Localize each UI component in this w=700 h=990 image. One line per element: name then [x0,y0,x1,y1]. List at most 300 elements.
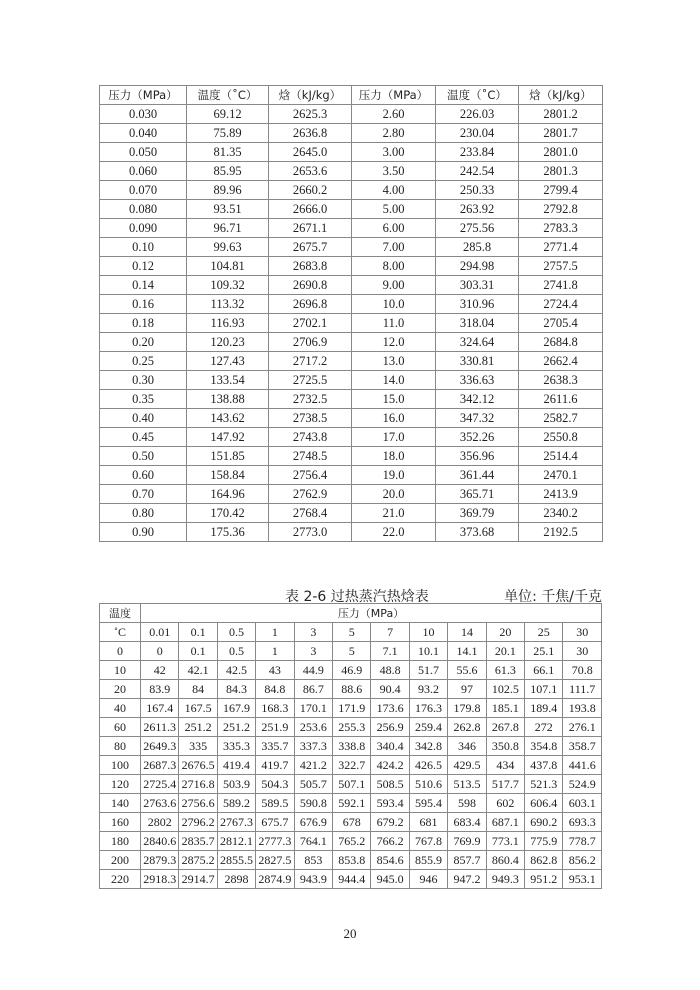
enthalpy-cell: 346 [448,737,486,756]
enthalpy-cell: 595.4 [409,794,447,813]
table-cell: 0.70 [100,485,187,504]
table-cell: 120.23 [187,333,269,352]
enthalpy-cell: 84.8 [256,680,294,699]
enthalpy-cell: 687.1 [486,813,524,832]
table-cell: 336.63 [436,371,519,390]
table-row [100,661,602,680]
column-header: 温度（˚C） [187,86,269,105]
table-cell: 2638.3 [519,371,603,390]
table-row [100,200,603,219]
column-header: 焓（kJ/kg） [519,86,603,105]
pressure-value: 1 [256,623,294,642]
table-cell: 2625.3 [269,105,352,124]
pressure-value: 30 [563,623,602,642]
enthalpy-cell: 860.4 [486,851,524,870]
table-cell: 2717.2 [269,352,352,371]
table-cell: 2636.8 [269,124,352,143]
table-cell: 2771.4 [519,238,603,257]
table-cell: 0.050 [100,143,187,162]
pressure-value: 5 [333,623,371,642]
table-cell: 2801.2 [519,105,603,124]
table-cell: 2706.9 [269,333,352,352]
table-row [100,466,603,485]
enthalpy-cell: 193.8 [563,699,602,718]
table-cell: 12.0 [352,333,436,352]
table-row [100,504,603,523]
table-cell: 2611.6 [519,390,603,409]
table-cell: 2470.1 [519,466,603,485]
enthalpy-cell: 48.8 [371,661,409,680]
enthalpy-cell: 20.1 [486,642,524,661]
enthalpy-cell: 276.1 [563,718,602,737]
table-row [100,314,603,333]
table-cell: 347.32 [436,409,519,428]
enthalpy-cell: 2898 [217,870,255,889]
table-cell: 15.0 [352,390,436,409]
table-cell: 2725.5 [269,371,352,390]
enthalpy-cell: 83.9 [141,680,179,699]
enthalpy-cell: 2763.6 [141,794,179,813]
enthalpy-cell: 513.5 [448,775,486,794]
table-cell: 2773.0 [269,523,352,542]
temperature-unit: ˚C [100,623,141,642]
table-cell: 0.030 [100,105,187,124]
enthalpy-cell: 676.9 [294,813,332,832]
enthalpy-cell: 598 [448,794,486,813]
enthalpy-cell: 951.2 [525,870,563,889]
pressure-value: 0.01 [141,623,179,642]
enthalpy-cell: 778.7 [563,832,602,851]
table-cell: 3.00 [352,143,436,162]
enthalpy-cell: 589.2 [217,794,255,813]
enthalpy-cell: 857.7 [448,851,486,870]
enthalpy-cell: 93.2 [409,680,447,699]
enthalpy-cell: 2855.5 [217,851,255,870]
table-cell: 0.20 [100,333,187,352]
table-cell: 2645.0 [269,143,352,162]
table-cell: 175.36 [187,523,269,542]
enthalpy-cell: 0.1 [179,642,217,661]
pressure-values-row [100,623,602,642]
temperature-cell: 120 [100,775,141,794]
enthalpy-cell: 342.8 [409,737,447,756]
temperature-cell: 10 [100,661,141,680]
table-row [100,124,603,143]
enthalpy-cell: 255.3 [333,718,371,737]
table-cell: 0.070 [100,181,187,200]
table-cell: 0.40 [100,409,187,428]
enthalpy-cell: 2756.6 [179,794,217,813]
table-cell: 133.54 [187,371,269,390]
enthalpy-cell: 949.3 [486,870,524,889]
table-cell: 0.45 [100,428,187,447]
table-cell: 2757.5 [519,257,603,276]
table-row [100,756,602,775]
table-cell: 2801.0 [519,143,603,162]
table-cell: 365.71 [436,485,519,504]
table-caption: 表 2-6 过热蒸汽热焓表 [285,589,429,605]
table-cell: 3.50 [352,162,436,181]
table-cell: 2550.8 [519,428,603,447]
table-cell: 81.35 [187,143,269,162]
table-cell: 352.26 [436,428,519,447]
table-cell: 2653.6 [269,162,352,181]
enthalpy-cell: 2767.3 [217,813,255,832]
table-cell: 250.33 [436,181,519,200]
table-row [100,447,603,466]
enthalpy-cell: 167.4 [141,699,179,718]
enthalpy-cell: 167.9 [217,699,255,718]
pressure-value: 10 [409,623,447,642]
enthalpy-cell: 2918.3 [141,870,179,889]
enthalpy-cell: 90.4 [371,680,409,699]
table-cell: 2.60 [352,105,436,124]
enthalpy-cell: 426.5 [409,756,447,775]
enthalpy-cell: 173.6 [371,699,409,718]
enthalpy-cell: 55.6 [448,661,486,680]
table-cell: 0.30 [100,371,187,390]
table-cell: 2732.5 [269,390,352,409]
enthalpy-cell: 189.4 [525,699,563,718]
enthalpy-cell: 2777.3 [256,832,294,851]
table-cell: 310.96 [436,295,519,314]
enthalpy-cell: 30 [563,642,602,661]
enthalpy-cell: 42 [141,661,179,680]
temperature-cell: 100 [100,756,141,775]
enthalpy-cell: 593.4 [371,794,409,813]
enthalpy-cell: 592.1 [333,794,371,813]
enthalpy-cell: 764.1 [294,832,332,851]
table-cell: 2666.0 [269,200,352,219]
temperature-header: 温度 [100,604,141,623]
table-row [100,813,602,832]
table-cell: 361.44 [436,466,519,485]
table-cell: 9.00 [352,276,436,295]
enthalpy-cell: 945.0 [371,870,409,889]
superheated-steam-table [99,603,602,889]
column-header: 压力（MPa） [100,86,187,105]
table-cell: 330.81 [436,352,519,371]
enthalpy-cell: 350.8 [486,737,524,756]
enthalpy-cell: 2827.5 [256,851,294,870]
table-cell: 151.85 [187,447,269,466]
enthalpy-cell: 66.1 [525,661,563,680]
pressure-value: 0.5 [217,623,255,642]
enthalpy-cell: 853 [294,851,332,870]
enthalpy-cell: 434 [486,756,524,775]
enthalpy-cell: 603.1 [563,794,602,813]
table-cell: 69.12 [187,105,269,124]
table-row [100,333,603,352]
enthalpy-cell: 856.2 [563,851,602,870]
enthalpy-cell: 84 [179,680,217,699]
enthalpy-cell: 340.4 [371,737,409,756]
enthalpy-cell: 678 [333,813,371,832]
enthalpy-cell: 437.8 [525,756,563,775]
enthalpy-cell: 775.9 [525,832,563,851]
table-cell: 93.51 [187,200,269,219]
table-cell: 275.56 [436,219,519,238]
table-cell: 0.90 [100,523,187,542]
pressure-value: 3 [294,623,332,642]
enthalpy-cell: 524.9 [563,775,602,794]
table-cell: 127.43 [187,352,269,371]
table-cell: 104.81 [187,257,269,276]
enthalpy-cell: 679.2 [371,813,409,832]
enthalpy-cell: 51.7 [409,661,447,680]
temperature-cell: 180 [100,832,141,851]
table-row [100,718,602,737]
table-cell: 158.84 [187,466,269,485]
enthalpy-cell: 61.3 [486,661,524,680]
enthalpy-cell: 262.8 [448,718,486,737]
table-cell: 113.32 [187,295,269,314]
table-cell: 85.95 [187,162,269,181]
table-cell: 138.88 [187,390,269,409]
temperature-cell: 140 [100,794,141,813]
enthalpy-cell: 102.5 [486,680,524,699]
table-cell: 2783.3 [519,219,603,238]
table-row [100,162,603,181]
table-row [100,295,603,314]
table-cell: 2741.8 [519,276,603,295]
table-cell: 242.54 [436,162,519,181]
page-number: 20 [343,926,357,941]
table-cell: 2702.1 [269,314,352,333]
table-row [100,143,603,162]
enthalpy-cell: 507.1 [333,775,371,794]
column-header: 温度（˚C） [436,86,519,105]
table-cell: 2696.8 [269,295,352,314]
table-cell: 2743.8 [269,428,352,447]
enthalpy-cell: 944.4 [333,870,371,889]
table-row [100,870,602,889]
enthalpy-cell: 766.2 [371,832,409,851]
enthalpy-cell: 675.7 [256,813,294,832]
enthalpy-cell: 14.1 [448,642,486,661]
table-cell: 13.0 [352,352,436,371]
pressure-value: 7 [371,623,409,642]
enthalpy-cell: 251.9 [256,718,294,737]
enthalpy-cell: 765.2 [333,832,371,851]
enthalpy-cell: 504.3 [256,775,294,794]
table-cell: 2748.5 [269,447,352,466]
table-row [100,775,602,794]
table-cell: 16.0 [352,409,436,428]
table-row [100,257,603,276]
enthalpy-cell: 0 [141,642,179,661]
enthalpy-cell: 2649.3 [141,737,179,756]
enthalpy-cell: 2796.2 [179,813,217,832]
table-cell: 0.25 [100,352,187,371]
table-row [100,523,603,542]
table-cell: 5.00 [352,200,436,219]
temperature-cell: 60 [100,718,141,737]
table-cell: 89.96 [187,181,269,200]
enthalpy-cell: 419.4 [217,756,255,775]
table-cell: 116.93 [187,314,269,333]
enthalpy-cell: 2835.7 [179,832,217,851]
table-row [100,851,602,870]
table-cell: 2768.4 [269,504,352,523]
table-cell: 17.0 [352,428,436,447]
table-cell: 0.60 [100,466,187,485]
table-header-row [100,86,603,105]
table-cell: 147.92 [187,428,269,447]
table-cell: 2762.9 [269,485,352,504]
pressure-value: 20 [486,623,524,642]
table-row [100,390,603,409]
enthalpy-cell: 2914.7 [179,870,217,889]
table-cell: 2684.8 [519,333,603,352]
table-row [100,428,603,447]
table-cell: 18.0 [352,447,436,466]
enthalpy-cell: 2716.8 [179,775,217,794]
enthalpy-cell: 2812.1 [217,832,255,851]
table-cell: 2514.4 [519,447,603,466]
table-cell: 11.0 [352,314,436,333]
table-cell: 96.71 [187,219,269,238]
table-row [100,409,603,428]
enthalpy-cell: 517.7 [486,775,524,794]
enthalpy-cell: 171.9 [333,699,371,718]
enthalpy-cell: 42.1 [179,661,217,680]
enthalpy-cell: 1 [256,642,294,661]
enthalpy-cell: 2874.9 [256,870,294,889]
enthalpy-cell: 424.2 [371,756,409,775]
table-cell: 14.0 [352,371,436,390]
table-row [100,485,603,504]
enthalpy-cell: 421.2 [294,756,332,775]
table-cell: 2738.5 [269,409,352,428]
temperature-cell: 0 [100,642,141,661]
table-cell: 0.14 [100,276,187,295]
table-cell: 294.98 [436,257,519,276]
table-cell: 10.0 [352,295,436,314]
enthalpy-cell: 337.3 [294,737,332,756]
column-header: 压力（MPa） [352,86,436,105]
enthalpy-cell: 419.7 [256,756,294,775]
table-cell: 2756.4 [269,466,352,485]
enthalpy-cell: 5 [333,642,371,661]
table-cell: 6.00 [352,219,436,238]
enthalpy-cell: 429.5 [448,756,486,775]
enthalpy-cell: 42.5 [217,661,255,680]
enthalpy-cell: 2687.3 [141,756,179,775]
temperature-cell: 160 [100,813,141,832]
enthalpy-cell: 107.1 [525,680,563,699]
enthalpy-cell: 251.2 [217,718,255,737]
enthalpy-cell: 3 [294,642,332,661]
table-cell: 2792.8 [519,200,603,219]
table-cell: 21.0 [352,504,436,523]
enthalpy-cell: 176.3 [409,699,447,718]
table-cell: 0.10 [100,238,187,257]
table-cell: 143.62 [187,409,269,428]
enthalpy-cell: 589.5 [256,794,294,813]
enthalpy-cell: 2840.6 [141,832,179,851]
enthalpy-cell: 358.7 [563,737,602,756]
enthalpy-cell: 690.2 [525,813,563,832]
table-cell: 0.090 [100,219,187,238]
enthalpy-cell: 683.4 [448,813,486,832]
table-cell: 2582.7 [519,409,603,428]
temperature-cell: 80 [100,737,141,756]
table-unit: 单位: 千焦/千克 [504,589,602,605]
table-cell: 369.79 [436,504,519,523]
enthalpy-cell: 681 [409,813,447,832]
temperature-cell: 220 [100,870,141,889]
table-cell: 2801.3 [519,162,603,181]
enthalpy-cell: 97 [448,680,486,699]
table-cell: 7.00 [352,238,436,257]
enthalpy-cell: 253.6 [294,718,332,737]
enthalpy-cell: 44.9 [294,661,332,680]
table-cell: 19.0 [352,466,436,485]
enthalpy-cell: 259.4 [409,718,447,737]
enthalpy-cell: 111.7 [563,680,602,699]
table-cell: 226.03 [436,105,519,124]
table-cell: 342.12 [436,390,519,409]
enthalpy-cell: 84.3 [217,680,255,699]
table-cell: 0.35 [100,390,187,409]
table-cell: 0.80 [100,504,187,523]
enthalpy-cell: 179.8 [448,699,486,718]
enthalpy-cell: 88.6 [333,680,371,699]
enthalpy-cell: 167.5 [179,699,217,718]
enthalpy-cell: 25.1 [525,642,563,661]
enthalpy-cell: 953.1 [563,870,602,889]
table-cell: 2675.7 [269,238,352,257]
enthalpy-cell: 338.8 [333,737,371,756]
enthalpy-cell: 510.6 [409,775,447,794]
table-cell: 2690.8 [269,276,352,295]
table-cell: 4.00 [352,181,436,200]
table-row [100,680,602,699]
table-cell: 2799.4 [519,181,603,200]
table-row [100,699,602,718]
enthalpy-cell: 947.2 [448,870,486,889]
table-cell: 318.04 [436,314,519,333]
enthalpy-cell: 854.6 [371,851,409,870]
table-cell: 303.31 [436,276,519,295]
table-cell: 0.080 [100,200,187,219]
enthalpy-cell: 70.8 [563,661,602,680]
table-cell: 170.42 [187,504,269,523]
table-cell: 2724.4 [519,295,603,314]
table-cell: 263.92 [436,200,519,219]
table-cell: 99.63 [187,238,269,257]
table-row [100,371,603,390]
table-cell: 230.04 [436,124,519,143]
enthalpy-cell: 606.4 [525,794,563,813]
enthalpy-cell: 2879.3 [141,851,179,870]
table-cell: 2340.2 [519,504,603,523]
enthalpy-cell: 521.3 [525,775,563,794]
enthalpy-cell: 335 [179,737,217,756]
table-cell: 20.0 [352,485,436,504]
table-cell: 2662.4 [519,352,603,371]
enthalpy-cell: 862.8 [525,851,563,870]
table-cell: 2660.2 [269,181,352,200]
enthalpy-cell: 2802 [141,813,179,832]
pressure-header: 压力（MPa） [141,604,602,623]
enthalpy-cell: 693.3 [563,813,602,832]
table-cell: 233.84 [436,143,519,162]
table-row [100,219,603,238]
enthalpy-cell: 855.9 [409,851,447,870]
temperature-cell: 200 [100,851,141,870]
